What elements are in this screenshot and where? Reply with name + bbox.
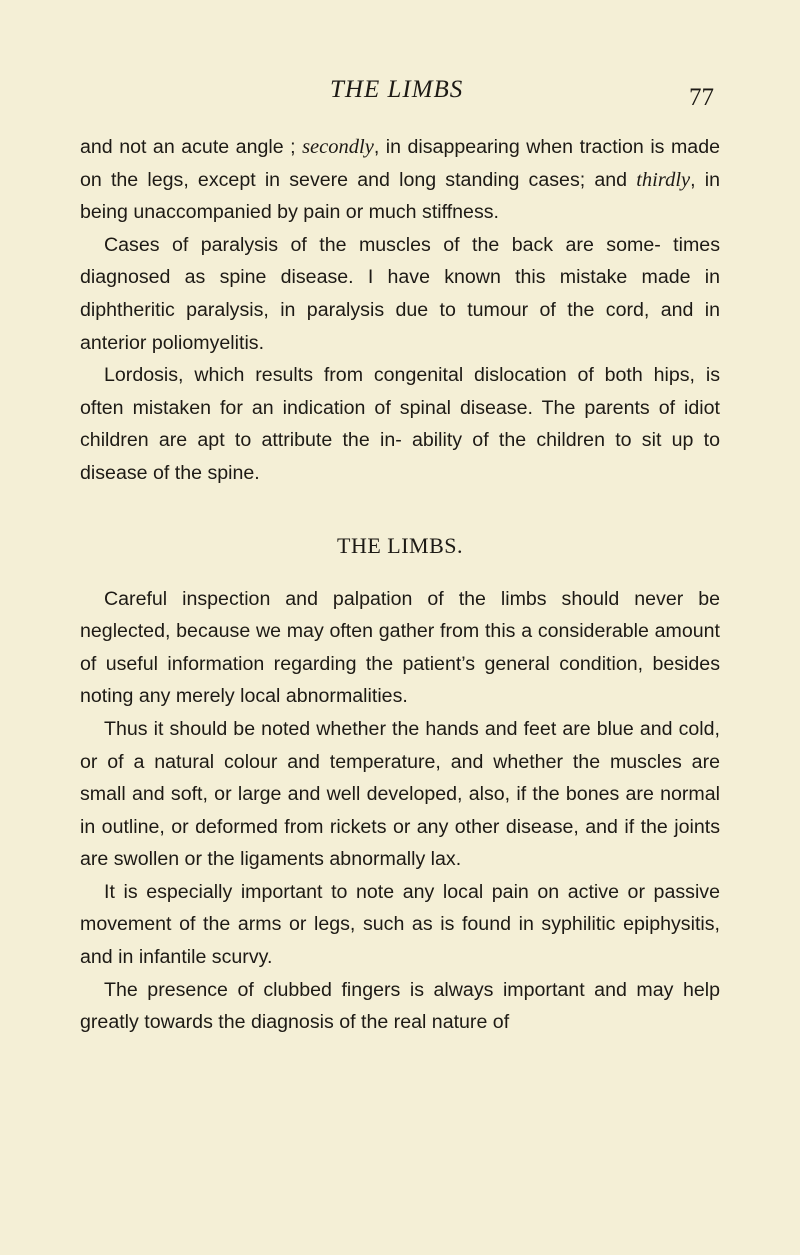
text-run: and not an acute angle ; <box>80 136 303 158</box>
paragraph-continuation <box>80 131 720 229</box>
paragraph-local-pain: It is especially important to note any local pain on active or passive movement of the arms or legs, such as is found in syphilitic epiphysitis, and in infantile scurvy. <box>80 880 720 969</box>
paragraph-back-paralysis: Cases of paralysis of the muscles of the back are some- times diagnosed as spine disease. I have known this mistake made in diphtheritic paralysis, in paralysis due to tumour of the cord, and in anterior poliomyelitis. <box>80 233 720 354</box>
italic-secondly: secondly <box>302 136 374 158</box>
running-title: THE LIMBS <box>330 76 464 103</box>
paragraph-clubbed-fingers: The presence of clubbed fingers is always important and may help greatly towards the diagnosis of the real nature of <box>80 978 720 1034</box>
italic-thirdly: thirdly <box>636 168 691 191</box>
text-run: , in being unaccompanied by pain or much stiffness. <box>80 168 720 224</box>
page-number: 77 <box>689 84 714 111</box>
text-run: , in disappearing when traction is made on the legs, except in severe and long standing cases; and <box>80 136 720 191</box>
section-heading: THE LIMBS. <box>337 532 463 558</box>
paragraph-inspection: Careful inspection and palpation of the limbs should never be neglected, because we may often gather from this a considerable amount of useful information regarding the patient’s general condition, besides noting any merely local abnormalities. <box>80 587 720 708</box>
body-text <box>80 131 720 1039</box>
paragraph-lordosis: Lordosis, which results from congenital dislocation of both hips, is often mistaken for an indication of spinal disease. The parents of idiot children are apt to attribute the in- ability of the children to sit up to disease of the spine. <box>80 364 720 484</box>
paragraph-hands-feet: Thus it should be noted whether the hands and feet are blue and cold, or of a natural colour and temperature, and whether the muscles are small and soft, or large and well developed, also, if the bones are normal in outline, or deformed from rickets or any other disease, and if the joints are swollen or the ligaments abnormally lax. <box>80 717 720 871</box>
running-head <box>0 76 800 110</box>
